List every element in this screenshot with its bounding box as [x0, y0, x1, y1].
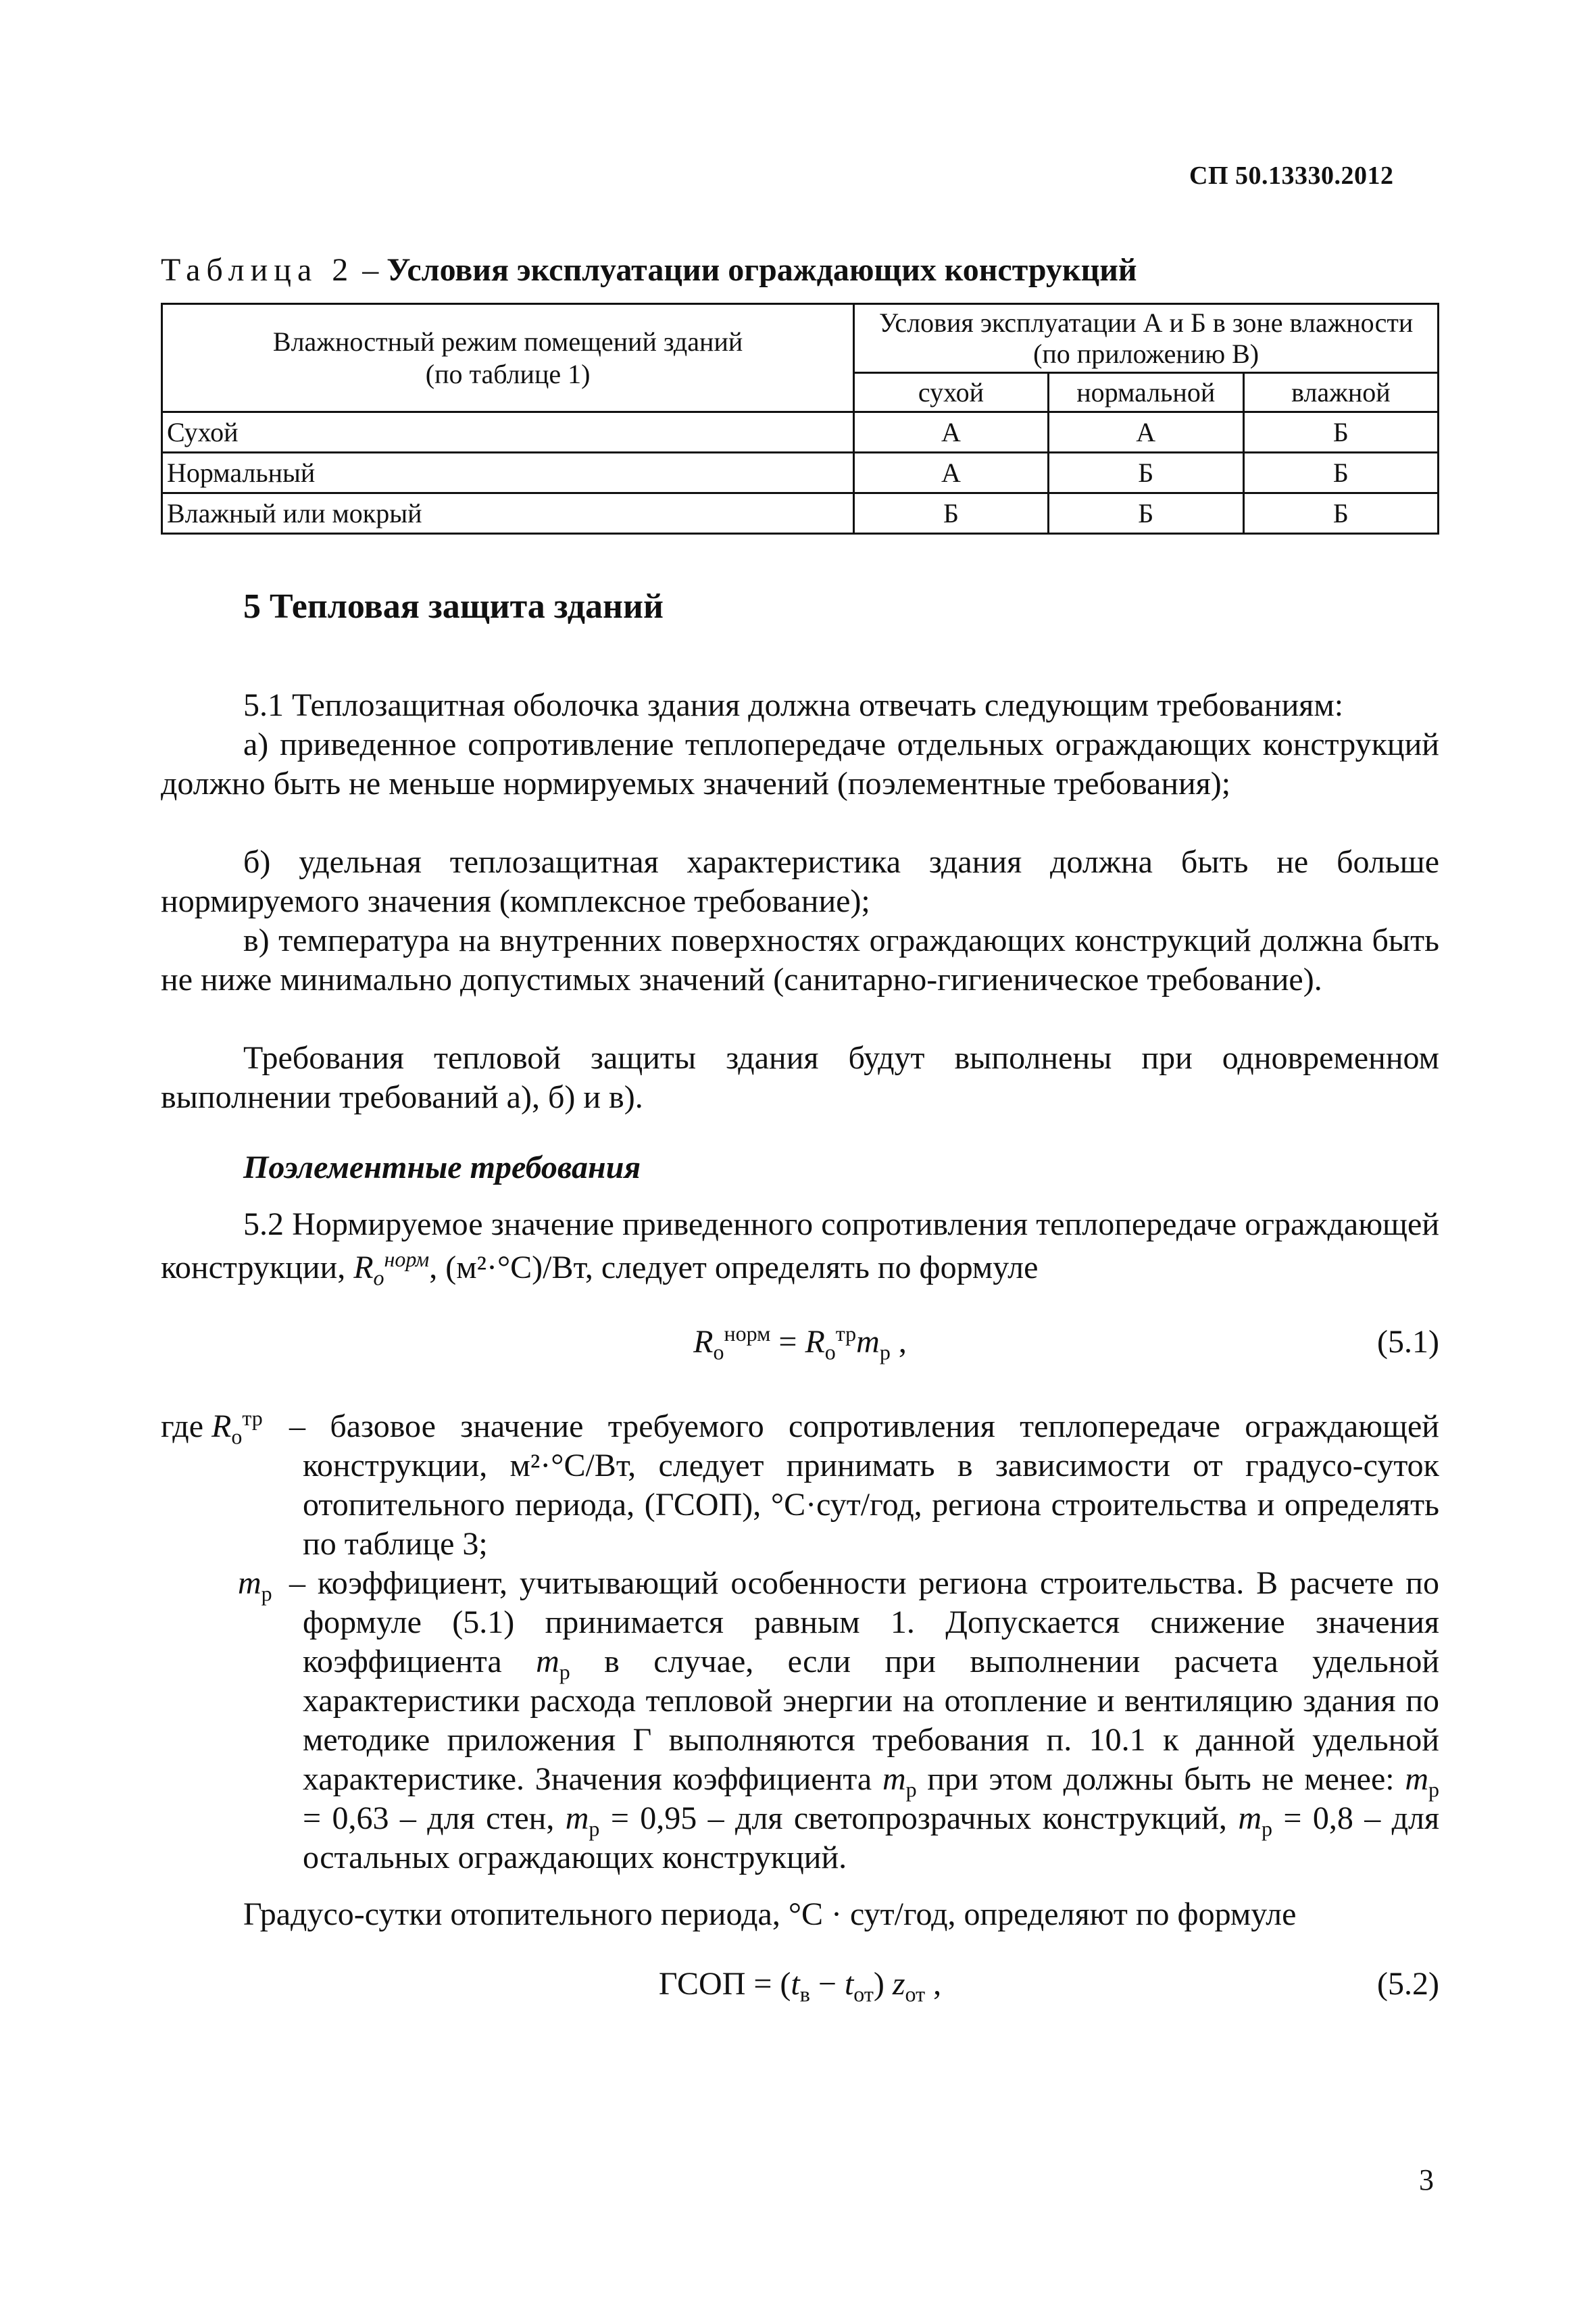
paragraph-5-2: 5.2 Нормируемое значение приведенного сопротивления теплопередаче ограждающей конструкции, $R_о^{норм}$, (м²·°С)/Вт, следует определять по формуле	[161, 1206, 1439, 1290]
definition-mp-label: $m_р$	[238, 1565, 272, 1606]
table-row	[162, 493, 1439, 534]
paragraph-summary: Требования тепловой защиты здания будут выполнены при одновременном выполнении требований а), б) и в).	[161, 1040, 1439, 1115]
table-cell: Б	[1048, 453, 1243, 493]
table-header-conditions: Условия эксплуатации А и Б в зоне влажности (по приложению В)	[854, 304, 1439, 373]
definition-r-label: где $R_о^{тр}$	[161, 1406, 263, 1449]
paragraph-5-1: 5.1 Теплозащитная оболочка здания должна отвечать следующим требованиям:	[243, 687, 1344, 723]
paragraph-gsop-intro: Градусо-сутки отопительного периода, °С · сут/год, определяют по формуле	[243, 1896, 1297, 1932]
document-code: СП 50.13330.2012	[1189, 162, 1394, 190]
table-cell-label: Нормальный	[162, 453, 854, 493]
table-subheader-dry: сухой	[854, 373, 1049, 412]
table-cell: Б	[1243, 493, 1438, 534]
table-subheader-humid: влажной	[1243, 373, 1438, 412]
table-cell: Б	[1243, 412, 1438, 453]
formula-5-1-expression: $R_о^{норм} = R_о^{тр}m_р$ ,	[693, 1321, 907, 1364]
table-cell: Б	[1048, 493, 1243, 534]
paragraph-item-v: в) температура на внутренних поверхностях ограждающих конструкций должна быть не ниже минимально допустимых значений (санитарно-гигиеническое требование).	[161, 922, 1439, 998]
table-cell: А	[1048, 412, 1243, 453]
formula-5-1	[161, 1323, 1439, 1371]
page-number: 3	[1419, 2163, 1434, 2196]
conditions-table	[161, 303, 1439, 535]
table-cell: Б	[854, 493, 1049, 534]
r-norm-symbol: $R_о^{норм}$	[353, 1247, 430, 1290]
section-title: 5 Тепловая защита зданий	[243, 587, 664, 626]
table-cell-label: Сухой	[162, 412, 854, 453]
table-row	[162, 453, 1439, 493]
formula-5-2-number: (5.2)	[1377, 1966, 1439, 2002]
table-cell: Б	[1243, 453, 1438, 493]
formula-5-2-expression: ГСОП = $(t_в - t_{от})$ $z_{от}$ ,	[658, 1966, 942, 2007]
paragraph-item-b: б) удельная теплозащитная характеристика здания должна быть не больше нормируемого значения (комплексное требование);	[161, 844, 1439, 919]
table-caption	[161, 251, 1137, 289]
formula-5-1-number: (5.1)	[1377, 1324, 1439, 1360]
subheading: Поэлементные требования	[243, 1150, 641, 1185]
table-subheader-normal: нормальной	[1048, 373, 1243, 412]
paragraph-item-a: а) приведенное сопротивление теплопередаче отдельных ограждающих конструкций должно быть не меньше нормируемых значений (поэлементные требования);	[161, 727, 1439, 802]
table-caption-dash: –	[354, 252, 387, 288]
definition-mp-text: – коэффициент, учитывающий особенности региона строительства. В расчете по формуле (5.1) принимается равным 1. Допускается снижение значения коэффициента $m_р$ в случае, если при выполнении расчета удельной характеристики расхода тепловой энергии на отопление и вентиляцию здания по методике приложения Г выполняются требования п. 10.1 к данной удельной характеристике. Значения коэффициента $m_р$ при этом должны быть не менее: $m_р = 0,63$ – для стен, $m_р = 0,95$ – для светопрозрачных конструкций, $m_р = 0,8$ – для остальных ограждающих конструкций.	[289, 1565, 1440, 1875]
table-header-humidity-regime: Влажностный режим помещений зданий (по таблице 1)	[162, 304, 854, 412]
table-row	[162, 412, 1439, 453]
table-caption-prefix: Таблица 2	[161, 252, 355, 288]
formula-5-2	[161, 1965, 1439, 2013]
table-caption-title: Условия эксплуатации ограждающих конструкций	[386, 252, 1137, 288]
table-cell: А	[854, 412, 1049, 453]
table-cell: А	[854, 453, 1049, 493]
table-cell-label: Влажный или мокрый	[162, 493, 854, 534]
definition-r-text: – базовое значение требуемого сопротивления теплопередаче ограждающей конструкции, м²·°С/Вт, следует принимать в зависимости от градусо-суток отопительного периода, (ГСОП), °С·сут/год, региона строительства и определять по таблице 3;	[289, 1408, 1439, 1562]
